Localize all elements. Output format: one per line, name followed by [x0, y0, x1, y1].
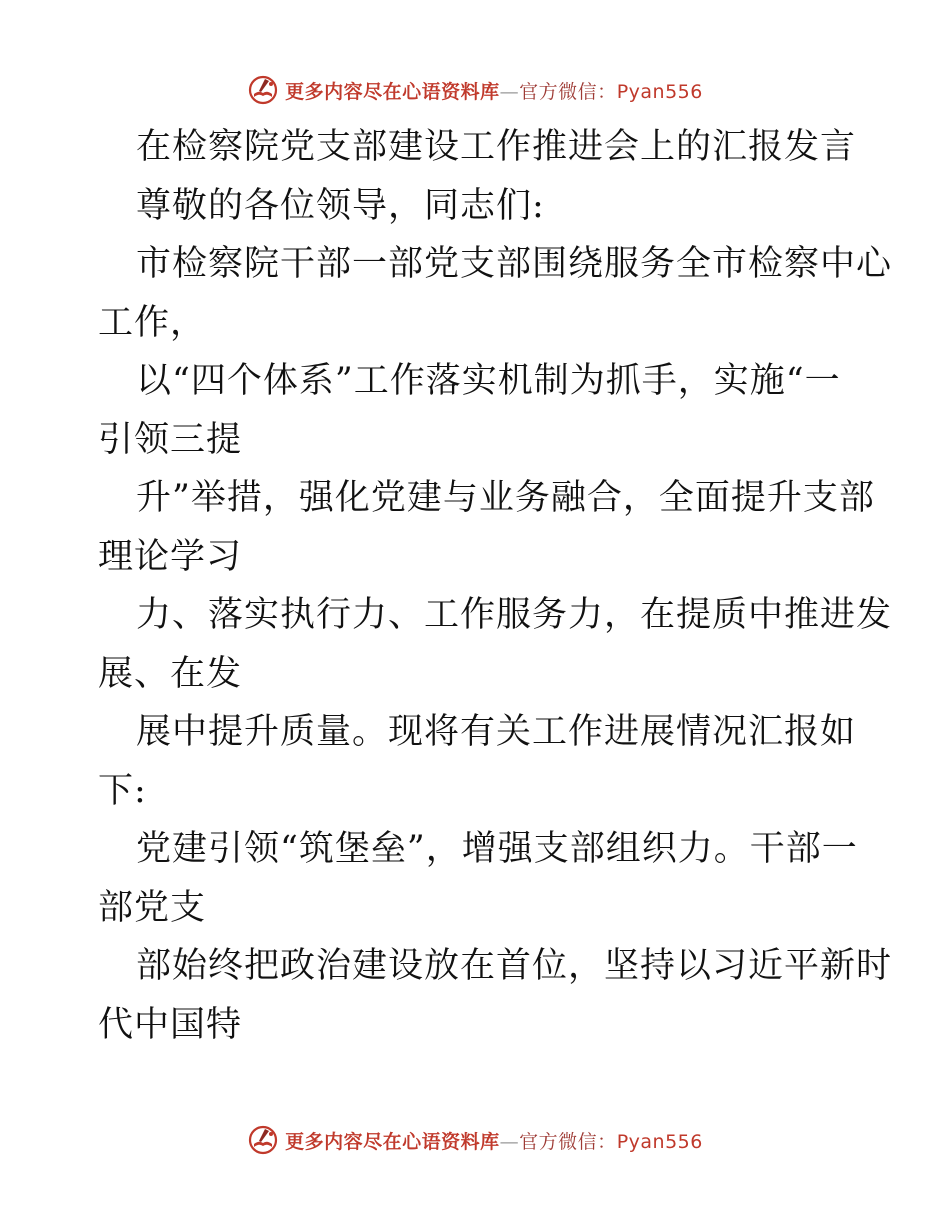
text-line: 部党支 [98, 887, 207, 928]
watermark-dash: — [499, 80, 520, 103]
text-line: 理论学习 [98, 536, 243, 577]
text-line: 以“四个体系”工作落实机制为抓手，实施“一 [136, 361, 841, 401]
text-line: 党建引领“筑堡垒”，增强支部组织力。干部一 [136, 829, 858, 869]
book-pen-logo-icon [247, 1124, 279, 1156]
text-line: 力、落实执行力、工作服务力，在提质中推进发 [136, 595, 893, 635]
text-line: 升”举措，强化党建与业务融合，全面提升支部 [136, 478, 875, 518]
text-line: 下: [98, 770, 147, 811]
text-line: 代中国特 [98, 1004, 243, 1045]
text-line: 市检察院干部一部党支部围绕服务全市检察中心 [136, 244, 893, 284]
watermark-dash: — [499, 1130, 520, 1153]
text-line: 部始终把政治建设放在首位，坚持以习近平新时 [136, 946, 893, 986]
watermark-wechat-label: 官方微信： [519, 1130, 617, 1153]
document-body [98, 118, 893, 1054]
book-pen-logo-icon [247, 74, 279, 106]
text-line: 展中提升质量。现将有关工作进展情况汇报如 [136, 712, 857, 752]
text-line: 在检察院党支部建设工作推进会上的汇报发言 [136, 127, 857, 167]
watermark-main-text: 更多内容尽在心语资料库 [285, 1130, 500, 1153]
text-line: 尊敬的各位领导，同志们: [136, 185, 545, 226]
watermark-wechat-id: Pyan556 [616, 1130, 703, 1153]
text-line: 展、在发 [98, 653, 243, 694]
header-watermark [0, 70, 950, 110]
watermark-main-text: 更多内容尽在心语资料库 [285, 80, 500, 103]
watermark-wechat-label: 官方微信： [519, 80, 617, 103]
footer-watermark [0, 1120, 950, 1160]
watermark-wechat-id: Pyan556 [616, 80, 703, 103]
text-line: 引领三提 [98, 419, 243, 460]
text-line: 工作， [98, 302, 207, 343]
